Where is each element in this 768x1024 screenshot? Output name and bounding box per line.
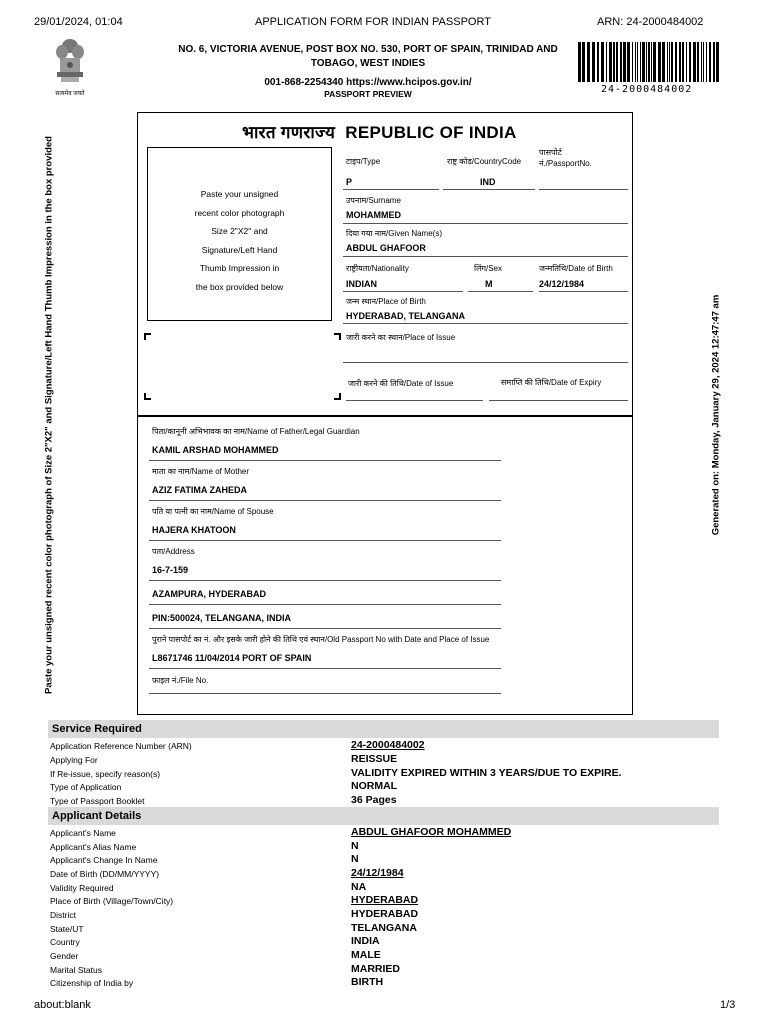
father-label: पिता/कानूनी अभिभावक का नाम/Name of Father/Legal Guardian <box>152 427 360 436</box>
table-row-value: MALE <box>351 949 381 961</box>
table-row-value: ABDUL GHAFOOR MOHAMMED <box>351 826 512 838</box>
spouse-label: पति या पत्नी का नाम/Name of Spouse <box>152 507 274 516</box>
pob-label: जन्म स्थान/Place of Birth <box>346 297 426 306</box>
table-row-value: HYDERABAD <box>351 908 419 920</box>
table-row-label: Applying For <box>50 755 98 765</box>
table-row-label: Gender <box>50 951 79 961</box>
mission-address-line1: NO. 6, VICTORIA AVENUE, POST BOX NO. 530, PORT OF SPAIN, TRINIDAD AND <box>178 44 558 55</box>
crop-mark-top-right <box>334 333 341 340</box>
photo-instruction-side-text: Paste your unsigned recent color photograph of Size 2"X2" and Signature/Left Hand Thumb Impression in the box provided <box>43 136 55 694</box>
surname-label: उपनाम/Surname <box>346 196 401 205</box>
barcode <box>578 42 723 82</box>
table-row-label: Applicant's Alias Name <box>50 842 137 852</box>
poi-label: जारी करने का स्थान/Place of Issue <box>346 333 456 342</box>
doi-label: जारी करने की तिथि/Date of Issue <box>348 379 454 388</box>
table-row-label: Country <box>50 937 80 947</box>
table-row-label: Applicant's Name <box>50 828 116 838</box>
print-datetime: 29/01/2024, 01:04 <box>34 16 123 28</box>
table-row-value: 36 Pages <box>351 794 397 806</box>
arn-label: ARN: <box>597 16 624 28</box>
table-row-label: Validity Required <box>50 883 114 893</box>
mission-contact: 001-868-2254340 https://www.hcipos.gov.in/ <box>264 77 472 88</box>
table-row-label: State/UT <box>50 924 84 934</box>
table-row-label: If Re-issue, specify reason(s) <box>50 769 161 779</box>
passport-preview-form <box>137 112 633 715</box>
type-label: टाइप/Type <box>346 157 381 166</box>
country-code-label: राष्ट्र कोड/CountryCode <box>447 157 522 166</box>
sex-label: लिंग/Sex <box>474 264 503 273</box>
national-emblem-icon <box>52 36 88 96</box>
generated-on-side-text: Generated on: Monday, January 29, 2024 12:47:47 am <box>710 294 722 536</box>
dob-value: 24/12/1984 <box>539 279 585 289</box>
table-row-label: Application Reference Number (ARN) <box>50 741 192 751</box>
dob-label: जन्मतिथि/Date of Birth <box>539 264 613 273</box>
table-row-value: NA <box>351 881 367 893</box>
table-row-value: INDIA <box>351 935 380 947</box>
table-row-value: TELANGANA <box>351 922 417 934</box>
mission-contact-block <box>170 77 566 100</box>
print-arn <box>597 16 703 28</box>
photo-box <box>147 147 332 321</box>
form-separator <box>138 415 632 417</box>
given-name-value: ABDUL GHAFOOR <box>346 243 426 253</box>
photo-line: recent color photograph <box>194 207 285 218</box>
print-title: APPLICATION FORM FOR INDIAN PASSPORT <box>255 16 491 28</box>
pob-value: HYDERABAD, TELANGANA <box>346 311 465 321</box>
photo-line: Thumb Impression in <box>199 263 280 273</box>
address-line3-value: PIN:500024, TELANGANA, INDIA <box>152 613 292 623</box>
surname-value: MOHAMMED <box>346 210 401 220</box>
table-row-value: REISSUE <box>351 753 398 765</box>
table-row-value: N <box>351 853 359 865</box>
table-row-value: 24-2000484002 <box>351 739 425 751</box>
table-row-value: VALIDITY EXPIRED WITHIN 3 YEARS/DUE TO EXPIRE. <box>351 767 622 779</box>
photo-line: the box provided below <box>195 281 284 292</box>
mission-address-line2: TOBAGO, WEST INDIES <box>310 58 426 69</box>
old-passport-label: पुराने पासपोर्ट का नं. और इसके जारी होने की तिथि एवं स्थान/Old Passport No with Date and Place of Issue <box>152 635 490 644</box>
table-row-value: N <box>351 840 359 852</box>
nationality-value: INDIAN <box>346 279 377 289</box>
passport-no-label-english: नं./PassportNo. <box>539 159 592 168</box>
service-required-heading: Service Required <box>48 720 719 738</box>
address-line1-value: 16-7-159 <box>152 565 189 575</box>
mother-value: AZIZ FATIMA ZAHEDA <box>152 485 247 495</box>
father-value: KAMIL ARSHAD MOHAMMED <box>152 445 279 455</box>
file-no-label: फ़ाइल नं./File No. <box>152 676 209 685</box>
crop-mark-bottom-right <box>334 393 341 400</box>
address-line2-value: AZAMPURA, HYDERABAD <box>152 589 266 599</box>
passport-no-label <box>539 147 592 169</box>
form-title-hindi: भारत गणराज्य <box>242 123 336 142</box>
table-row-label: Place of Birth (Village/Town/City) <box>50 896 174 906</box>
old-passport-value: L8671746 11/04/2014 PORT OF SPAIN <box>152 653 312 663</box>
table-row-label: Date of Birth (DD/MM/YYYY) <box>50 869 160 879</box>
footer-page-number: 1/3 <box>720 999 736 1011</box>
mission-header <box>170 43 566 71</box>
table-row-label: District <box>50 910 76 920</box>
type-value: P <box>346 177 353 187</box>
table-row-value: 24/12/1984 <box>351 867 404 879</box>
passport-no-label-hindi: पासपोर्ट <box>539 148 562 157</box>
table-row-label: Marital Status <box>50 965 102 975</box>
arn-value: 24-2000484002 <box>626 16 704 28</box>
sex-value: M <box>485 279 493 289</box>
table-row-label: Type of Passport Booklet <box>50 796 145 806</box>
passport-preview-label: PASSPORT PREVIEW <box>324 89 412 99</box>
doe-label: समाप्ति की तिथि/Date of Expiry <box>501 378 602 387</box>
applicant-details-heading: Applicant Details <box>48 807 719 825</box>
table-row-value: MARRIED <box>351 963 400 975</box>
photo-instructions <box>148 185 331 296</box>
emblem-motto: सत्यमेव जयते <box>55 91 85 97</box>
table-row-label: Type of Application <box>50 782 122 792</box>
footer-url: about:blank <box>34 999 91 1011</box>
crop-mark-bottom-left <box>144 393 151 400</box>
crop-mark-top-left <box>144 333 151 340</box>
form-title-english: REPUBLIC OF INDIA <box>345 123 517 142</box>
table-row-label: Citizenship of India by <box>50 978 134 988</box>
table-row-value: BIRTH <box>351 976 384 988</box>
table-row-value: NORMAL <box>351 780 398 792</box>
table-row-value: HYDERABAD <box>351 894 419 906</box>
given-name-label: दिया गया नाम/Given Name(s) <box>346 229 443 238</box>
mother-label: माता का नाम/Name of Mother <box>152 467 250 476</box>
photo-line: Paste your unsigned <box>200 189 279 199</box>
address-label: पता/Address <box>152 547 195 556</box>
photo-line: Signature/Left Hand <box>201 244 278 255</box>
photo-line: Size 2"X2" and <box>211 226 268 236</box>
form-title <box>242 120 517 143</box>
spouse-value: HAJERA KHATOON <box>152 525 236 535</box>
barcode-text: 24-2000484002 <box>601 84 693 95</box>
table-row-label: Applicant's Change In Name <box>50 855 158 865</box>
country-code-value: IND <box>480 177 496 187</box>
nationality-label: राष्ट्रीयता/Nationality <box>346 264 409 273</box>
